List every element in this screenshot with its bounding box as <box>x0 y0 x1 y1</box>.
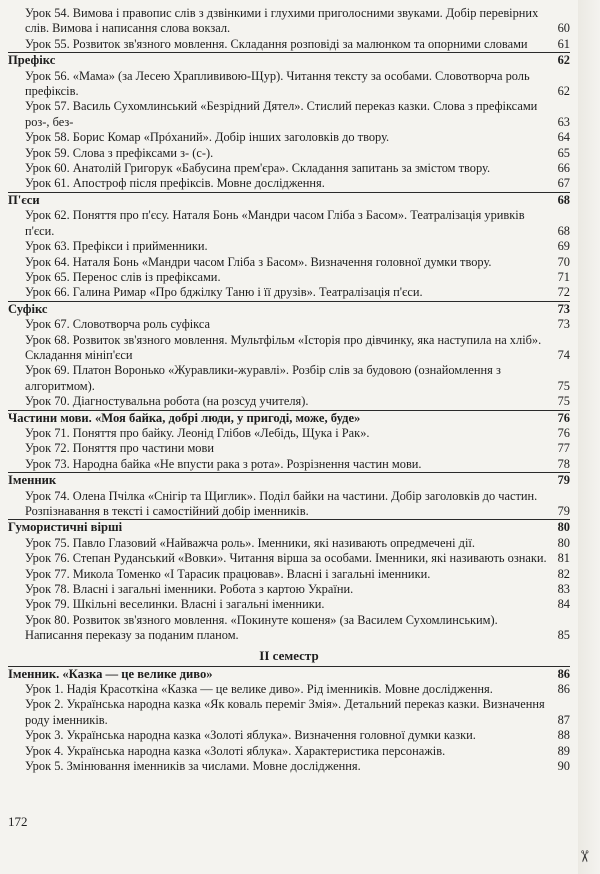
toc-lesson-entry <box>8 697 570 728</box>
toc-section-heading <box>8 666 570 682</box>
toc-page-number: 68 <box>557 223 570 238</box>
toc-entry-title: Урок 59. Слова з префіксами з- (с-). <box>25 145 214 160</box>
toc-entry-title: Урок 55. Розвиток зв'язного мовлення. Складання розповіді за малюнком та опорними словами <box>25 36 528 51</box>
toc-entry-title: Урок 72. Поняття про частини мови <box>25 441 214 456</box>
toc-lesson-entry <box>8 37 570 52</box>
toc-lesson-entry <box>8 363 570 394</box>
toc-page-number: 82 <box>557 566 570 581</box>
toc-entry-title: Частини мови. «Моя байка, добрі люди, у пригоді, може, буде» <box>8 410 361 425</box>
toc-page-number: 68 <box>557 192 570 207</box>
toc-entry-title: Урок 57. Василь Сухомлинський «Безрідний Дятел». Стислий переказ казки. Слова з префіксами роз-, без- <box>25 99 538 129</box>
toc-section-heading <box>8 410 570 426</box>
toc-section-heading <box>8 192 570 208</box>
toc-entry-title: Урок 56. «Мама» (за Лесею Храплививою-Щур). Читання тексту за особами. Словотворча роль префіксів. <box>25 68 530 99</box>
page-number: 172 <box>8 814 28 829</box>
toc-page-number: 71 <box>557 269 570 284</box>
toc-entry-title: Урок 75. Павло Глазовий «Найважча роль». Іменники, які називають опредмечені дії. <box>25 535 475 550</box>
toc-lesson-entry <box>8 426 570 441</box>
toc-page-number: 88 <box>557 728 570 743</box>
page-edge-shadow <box>578 0 600 874</box>
toc-entry-title: Урок 74. Олена Пчілка «Снігір та Щиглик». Поділ байки на частини. Добір заголовків до частин. Розпізнавання в тексті і самостійний добір іменників. <box>25 488 538 518</box>
toc-entry-title: Урок 4. Українська народна казка «Золоті яблука». Характеристика персонажів. <box>25 743 446 758</box>
toc-page-number: 60 <box>557 21 570 36</box>
toc-page-number: 77 <box>557 441 570 456</box>
toc-page-number: 69 <box>557 239 570 254</box>
toc-page-number: 87 <box>557 712 570 727</box>
toc-page-number: 85 <box>557 628 570 643</box>
toc-lesson-entry <box>8 130 570 145</box>
toc-page-number: 75 <box>557 394 570 409</box>
toc-entry-title: Урок 78. Власні і загальні іменники. Робота з картою України. <box>25 582 354 597</box>
toc-entry-title: Урок 60. Анатолій Григорук «Бабусина прем'єра». Складання запитань за змістом твору. <box>25 161 491 176</box>
toc-lesson-entry <box>8 582 570 597</box>
toc-lesson-entry <box>8 255 570 270</box>
toc-entry-title: Урок 64. Наталя Бонь «Мандри часом Гліба з Басом». Визначення головної думки твору. <box>25 254 492 269</box>
toc-lesson-entry <box>8 489 570 520</box>
toc-lesson-entry <box>8 394 570 409</box>
toc-entry-title: Урок 69. Платон Воронько «Журавлики-журавлі». Розбір слів за будовою (ознайомлення з алгоритмом). <box>25 363 501 393</box>
toc-lesson-entry <box>8 682 570 697</box>
toc-lesson-entry <box>8 759 570 774</box>
toc-page-number: 67 <box>557 176 570 191</box>
toc-page-number: 61 <box>557 36 570 51</box>
toc-page-number: 90 <box>557 759 570 774</box>
toc-page-number: 78 <box>557 456 570 471</box>
toc-lesson-entry <box>8 536 570 551</box>
toc-entry-title: Урок 80. Розвиток зв'язного мовлення. «Покинуте кошеня» (за Василем Сухомлинським). Написання переказу за поданим планом. <box>25 612 498 643</box>
toc-page-number: 70 <box>557 254 570 269</box>
toc-page-number: 74 <box>557 347 570 362</box>
toc-page-number: 83 <box>557 582 570 597</box>
toc-section-heading <box>8 519 570 535</box>
toc-section-heading <box>8 301 570 317</box>
toc-page-number: 73 <box>557 317 570 332</box>
table-of-contents <box>8 6 570 775</box>
toc-entry-title: Урок 76. Степан Руданський «Вовки». Читання вірша за особами. Іменники, які називають ознаки. <box>25 551 547 566</box>
toc-lesson-entry <box>8 146 570 161</box>
toc-entry-title: Урок 63. Префікси і прийменники. <box>25 239 208 254</box>
toc-page-number: 62 <box>557 53 570 68</box>
toc-entry-title: Урок 1. Надія Красоткіна «Казка — це велике диво». Рід іменників. Мовне дослідження. <box>25 682 493 697</box>
toc-lesson-entry <box>8 597 570 612</box>
toc-entry-title: Іменник. «Казка — це велике диво» <box>8 666 213 681</box>
toc-lesson-entry <box>8 99 570 130</box>
toc-page-number: 72 <box>557 285 570 300</box>
toc-entry-title: Урок 3. Українська народна казка «Золоті яблука». Визначення головної думки казки. <box>25 728 476 743</box>
toc-page-number: 80 <box>557 535 570 550</box>
toc-entry-title: Урок 65. Перенос слів із префіксами. <box>25 269 221 284</box>
toc-entry-title: Урок 66. Галина Римар «Про бджілку Таню і її друзів». Театралізація п'єси. <box>25 285 423 300</box>
toc-lesson-entry <box>8 270 570 285</box>
toc-page-number: 86 <box>557 666 570 681</box>
toc-section-heading <box>8 472 570 488</box>
toc-entry-title: Урок 58. Борис Комар «Прóханий». Добір інших заголовків до твору. <box>25 130 390 145</box>
toc-page-number: 76 <box>557 425 570 440</box>
toc-entry-title: Урок 68. Розвиток зв'язного мовлення. Мультфільм «Історія про дівчинку, яка наступила на хліб». Складання мініп'єси <box>25 332 542 362</box>
toc-entry-title: Префікс <box>8 53 56 68</box>
toc-page-number: 89 <box>557 743 570 758</box>
toc-entry-title: Урок 71. Поняття про байку. Леонід Глібов «Лебідь, Щука і Рак». <box>25 425 370 440</box>
toc-page-number: 73 <box>557 301 570 316</box>
toc-lesson-entry <box>8 161 570 176</box>
toc-lesson-entry <box>8 208 570 239</box>
toc-entry-title: Урок 62. Поняття про п'єсу. Наталя Бонь «Мандри часом Гліба з Басом». Театралізація уривків п'єси. <box>25 208 525 238</box>
toc-lesson-entry <box>8 744 570 759</box>
toc-page-number: 75 <box>557 378 570 393</box>
toc-page-number: 80 <box>557 520 570 535</box>
toc-entry-title: Суфікс <box>8 301 48 316</box>
toc-entry-title: Урок 70. Діагностувальна робота (на розсуд учителя). <box>25 394 309 409</box>
toc-lesson-entry <box>8 457 570 472</box>
toc-lesson-entry <box>8 333 570 364</box>
toc-entry-title: Гумористичні вірші <box>8 520 123 535</box>
toc-page-number: 79 <box>557 504 570 518</box>
toc-lesson-entry <box>8 317 570 332</box>
toc-entry-title: Урок 54. Вимова і правопис слів з дзвінкими і глухими приголосними звуками. Добір перевірних слів. Вимова і написання слова вокзал. <box>25 6 539 36</box>
toc-lesson-entry <box>8 176 570 191</box>
toc-entry-title: Іменник <box>8 473 57 488</box>
toc-page-number: 64 <box>557 130 570 145</box>
toc-entry-title: П'єси <box>8 192 40 207</box>
toc-entry-title: Урок 73. Народна байка «Не впусти рака з рота». Розрізнення частин мови. <box>25 456 422 471</box>
toc-lesson-entry <box>8 6 570 37</box>
toc-lesson-entry <box>8 285 570 300</box>
toc-lesson-entry <box>8 613 570 644</box>
toc-section-heading <box>8 52 570 68</box>
toc-page-number: 86 <box>557 682 570 697</box>
scissors-icon: ✂ <box>574 849 594 864</box>
toc-page-number: 84 <box>557 597 570 612</box>
toc-lesson-entry <box>8 441 570 456</box>
toc-entry-title: Урок 5. Змінювання іменників за числами. Мовне дослідження. <box>25 759 361 774</box>
toc-lesson-entry <box>8 69 570 100</box>
toc-entry-title: Урок 67. Словотворча роль суфікса <box>25 317 211 332</box>
toc-lesson-entry <box>8 567 570 582</box>
toc-page-number: 79 <box>557 473 570 488</box>
semester-heading: II семестр <box>259 647 319 663</box>
toc-entry-title: Урок 61. Апостроф після префіксів. Мовне дослідження. <box>25 176 325 191</box>
toc-entry-title: Урок 2. Українська народна казка «Як коваль переміг Змія». Детальний переказ казки. Визначення роду іменників. <box>25 697 545 727</box>
toc-page-number: 63 <box>557 114 570 129</box>
toc-page-number: 81 <box>557 551 570 566</box>
toc-entry-title: Урок 77. Микола Томенко «І Тарасик працював». Власні і загальні іменники. <box>25 566 431 581</box>
toc-page-number: 76 <box>557 410 570 425</box>
toc-lesson-entry <box>8 728 570 743</box>
toc-page-number: 66 <box>557 161 570 176</box>
toc-lesson-entry <box>8 551 570 566</box>
toc-lesson-entry <box>8 239 570 254</box>
toc-page-number: 62 <box>557 84 570 99</box>
toc-page-number: 65 <box>557 145 570 160</box>
toc-entry-title: Урок 79. Шкільні веселинки. Власні і загальні іменники. <box>25 597 325 612</box>
